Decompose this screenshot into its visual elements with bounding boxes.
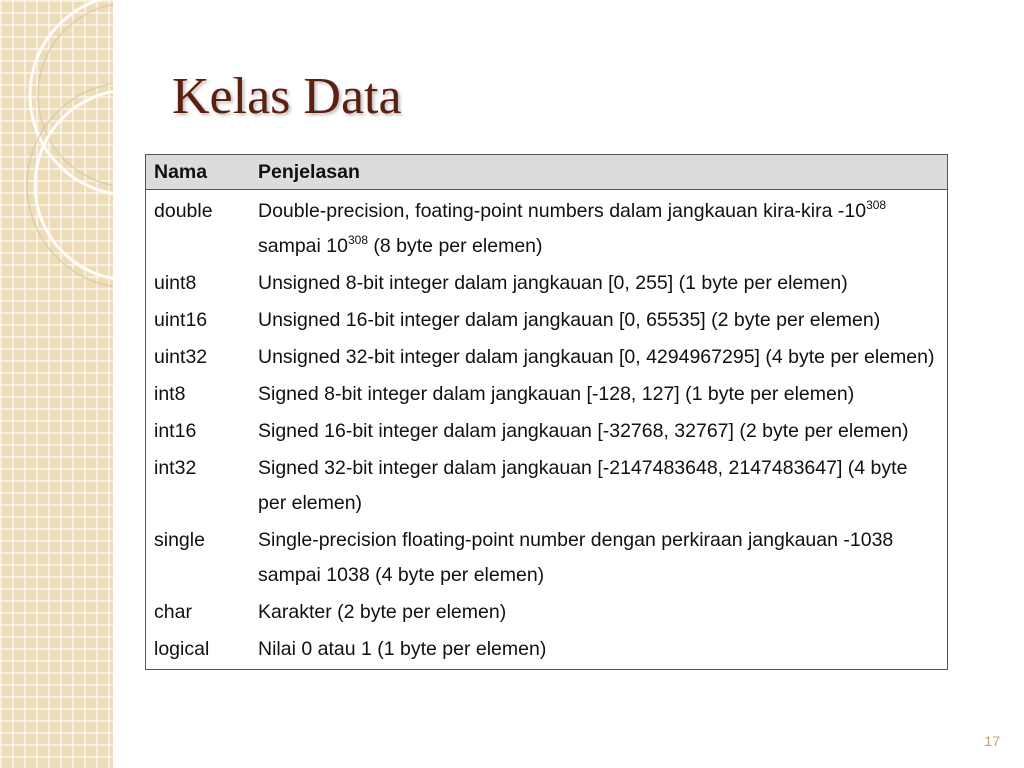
type-name: int8 xyxy=(154,383,186,405)
table-header-row xyxy=(146,155,948,190)
column-header-nama: Nama xyxy=(146,155,251,190)
decorative-circles xyxy=(0,0,113,768)
table-row xyxy=(146,339,948,376)
type-description: Karakter (2 byte per elemen) xyxy=(258,601,507,623)
type-name: uint32 xyxy=(154,346,208,368)
type-name: single xyxy=(154,529,205,551)
decorative-side-band xyxy=(0,0,113,768)
slide-title: Kelas Data xyxy=(172,68,402,125)
table-row xyxy=(146,265,948,302)
table-row xyxy=(146,376,948,413)
type-description: Single-precision floating-point number dengan perkiraan jangkauan -1038 sampai 1038 (4 byte per elemen) xyxy=(258,529,894,586)
type-description: Unsigned 32-bit integer dalam jangkauan [0, 4294967295] (4 byte per elemen) xyxy=(258,346,935,368)
type-name: double xyxy=(154,200,213,222)
exponent: 308 xyxy=(347,233,368,247)
data-class-table xyxy=(145,154,948,670)
type-description: Unsigned 8-bit integer dalam jangkauan [0, 255] (1 byte per elemen) xyxy=(258,272,848,294)
page-number: 17 xyxy=(984,733,1000,749)
column-header-penjelasan: Penjelasan xyxy=(250,155,948,190)
description-text: (8 byte per elemen) xyxy=(368,235,543,257)
type-description: Nilai 0 atau 1 (1 byte per elemen) xyxy=(258,638,547,660)
type-name: uint8 xyxy=(154,272,197,294)
description-text: sampai 10 xyxy=(258,235,348,257)
table-row xyxy=(146,413,948,450)
table-row xyxy=(146,631,948,670)
type-description xyxy=(250,190,948,266)
description-text: Double-precision, foating-point numbers dalam jangkauan kira-kira -10 xyxy=(258,200,867,222)
type-name: char xyxy=(154,601,192,623)
type-description: Signed 8-bit integer dalam jangkauan [-128, 127] (1 byte per elemen) xyxy=(258,383,855,405)
type-name: int32 xyxy=(154,457,197,479)
type-description: Signed 16-bit integer dalam jangkauan [-32768, 32767] (2 byte per elemen) xyxy=(258,420,909,442)
table-row xyxy=(146,594,948,631)
type-name: int16 xyxy=(154,420,197,442)
table-row xyxy=(146,302,948,339)
exponent: 308 xyxy=(866,198,887,212)
type-name: uint16 xyxy=(154,309,208,331)
type-name: logical xyxy=(154,638,210,660)
type-description: Unsigned 16-bit integer dalam jangkauan [0, 65535] (2 byte per elemen) xyxy=(258,309,881,331)
table-row xyxy=(146,522,948,594)
table-row xyxy=(146,190,948,266)
table-row xyxy=(146,450,948,522)
type-description: Signed 32-bit integer dalam jangkauan [-2147483648, 2147483647] (4 byte per elemen) xyxy=(258,457,908,514)
